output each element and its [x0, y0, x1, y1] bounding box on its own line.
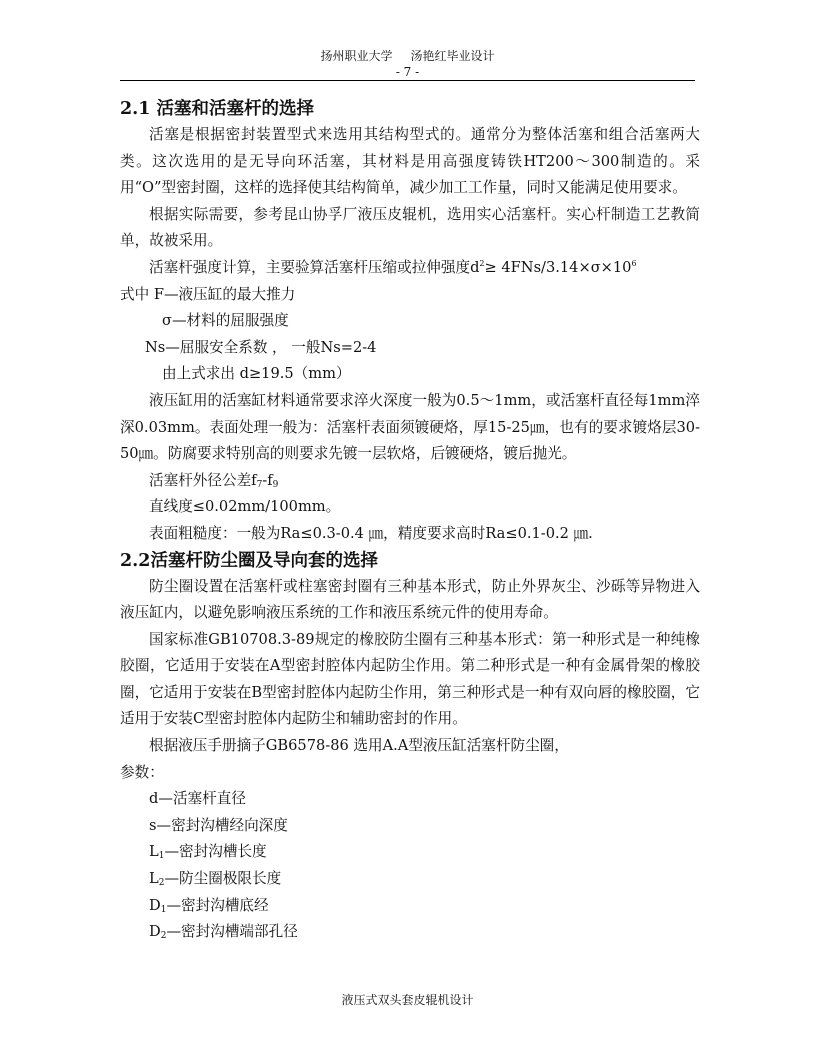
paragraph-roughness: 表面粗糙度：一般为Ra≤0.3-0.4 ㎛，精度要求高时Ra≤0.1-0.2 ㎛.: [149, 524, 593, 542]
header-school: 扬州职业大学: [320, 49, 393, 63]
param-desc: —密封沟槽经向深度: [156, 816, 288, 834]
paragraph-straightness: 直线度≤0.02mm/100mm。: [149, 498, 341, 516]
param-item-s: [120, 813, 700, 840]
param-item-l1: [120, 839, 700, 866]
param-desc: —防尘圈极限长度: [164, 870, 282, 888]
param-item-d: [120, 786, 700, 813]
formula-line-ns: Ns—屈服安全系数 ， 一般Ns=2-4: [145, 338, 377, 356]
formula-line-sigma: σ—材料的屈服强度: [162, 312, 289, 330]
param-subscript: 1: [160, 904, 167, 915]
formula-line-result: 由上式求出 d≥19.5（mm）: [162, 365, 351, 383]
tolerance-sub-1: 7: [256, 479, 263, 490]
formula-line-f: 式中 F—液压缸的最大推力: [120, 285, 296, 303]
paragraph-tolerance: [120, 468, 700, 495]
paragraph-dust-seal: 防尘圈设置在活塞杆或柱塞密封圈有三种基本形式，防止外界灰尘、沙砾等异物进入液压缸内，以避免影响液压系统的工作和液压系统元件的使用寿命。: [120, 577, 700, 622]
param-item-l2: [120, 866, 700, 893]
param-desc: —密封沟槽端部孔径: [166, 923, 298, 941]
param-desc: —密封沟槽长度: [164, 843, 267, 861]
section-heading-2-2: 2.2活塞杆防尘圈及导向套的选择: [120, 550, 378, 571]
header-rule: [120, 80, 695, 81]
tolerance-text-b: -f: [262, 471, 273, 489]
param-subscript: 2: [158, 878, 165, 889]
header-author: 汤艳红毕业设计: [410, 49, 495, 63]
tolerance-sub-2: 9: [272, 479, 279, 490]
strength-sup-1: 2: [479, 258, 485, 268]
param-symbol: L: [149, 843, 159, 861]
paragraph-piston-type: 活塞是根据密封装置型式来选用其结构型式的。通常分为整体活塞和组合活塞两大类。这次选用的是无导向环活塞，其材料是用高强度铸铁HT200～300制造的。采用“O”型密封圈，这样的选择使其结构简单，减少加工工作量，同时又能满足使用要求。: [120, 126, 700, 197]
paragraph-national-standard: 国家标准GB10708.3-89规定的橡胶防尘圈有三种基本形式：第一种形式是一种纯橡胶圈，它适用于安装在A型密封腔体内起防尘作用。第二种形式是一种有金属骨架的橡胶圈，它适用于安装在B型密封腔体内起防尘作用，第三种形式是一种有双向唇的橡胶圈，它适用于安装C型密封腔体内起防尘和辅助密封的作用。: [120, 630, 700, 728]
strength-sup-2: 6: [631, 258, 637, 268]
page-header: [120, 48, 695, 80]
param-symbol: D: [149, 896, 161, 914]
strength-formula: ≥ 4FNs/3.14×σ×10: [484, 258, 632, 276]
params-label: 参数：: [120, 763, 164, 781]
param-subscript: 1: [158, 851, 165, 862]
param-symbol: L: [149, 870, 159, 888]
param-item-d1: [120, 893, 700, 920]
param-symbol: D: [149, 923, 161, 941]
header-title: [120, 48, 695, 64]
paragraph-strength-calc: [120, 255, 700, 282]
paragraph-rod-choice: 根据实际需要，参考昆山协孚厂液压皮辊机，选用实心活塞杆。实心杆制造工艺教简单，故被采用。: [120, 205, 700, 250]
page-number: - 7 -: [395, 65, 420, 79]
page-footer: 液压式双头套皮辊机设计: [341, 993, 474, 1007]
paragraph-hardening: 液压缸用的活塞缸材料通常要求淬火深度一般为0.5～1mm，或活塞杆直径每1mm淬深0.03mm。表面处理一般为：活塞杆表面须镀硬烙，厚15-25㎛，也有的要求镀烙层30-50㎛。防腐要求特别高的则要求先镀一层软烙，后镀硬烙，镀后抛光。: [120, 391, 700, 463]
param-item-d2: [120, 919, 700, 946]
section-heading-2-1: 2.1 活塞和活塞杆的选择: [120, 99, 315, 119]
param-desc: —活塞杆直径: [158, 790, 246, 808]
param-desc: —密封沟槽底经: [166, 896, 269, 914]
strength-text: 活塞杆强度计算，主要验算活塞杆压缩或拉伸强度d: [149, 258, 480, 276]
param-symbol: s: [149, 816, 157, 834]
paragraph-handbook: 根据液压手册摘子GB6578-86 选用A.A型液压缸活塞杆防尘圈，: [149, 737, 569, 755]
document-body: [120, 96, 700, 946]
param-symbol: d: [149, 790, 159, 808]
param-subscript: 2: [160, 931, 167, 942]
tolerance-text-a: 活塞杆外径公差f: [149, 471, 257, 489]
